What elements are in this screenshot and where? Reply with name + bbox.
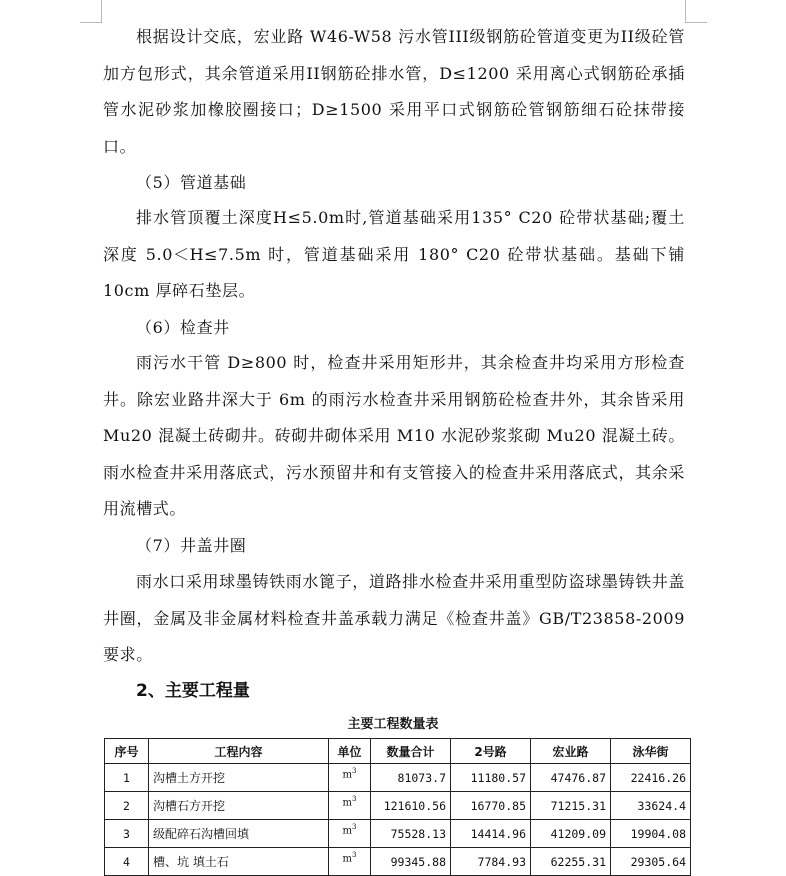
row-index: 2 — [105, 792, 149, 820]
row-item-name: 级配碎石沟槽回填 — [149, 820, 329, 848]
column-header: 宏业路 — [531, 739, 611, 764]
table-row — [105, 820, 691, 848]
row-total: 99345.88 — [371, 848, 451, 876]
row-total: 75528.13 — [371, 820, 451, 848]
row-index: 4 — [105, 848, 149, 876]
table-row — [105, 764, 691, 792]
table-row — [105, 792, 691, 820]
row-hongye: 71215.31 — [531, 792, 611, 820]
table-title: 主要工程数量表 — [347, 717, 439, 732]
paragraph-inspection-well: 雨污水干管 D≥800 时，检查井采用矩形井，其余检查井均采用方形检查井。除宏业路井深大于 6m 的雨污水检查井采用钢筋砼检查井外，其余皆采用 Mu20 混凝土砖砌井。砖砌井砌体采用 M10 水泥砂浆浆砌 Mu20 混凝土砖。雨水检查井采用落底式，污水预留井和有支管接入的检查井采用落底式，其余采用流槽式。 — [103, 353, 685, 518]
row-yonghua: 22416.26 — [611, 764, 691, 792]
crop-mark-top-left — [101, 0, 102, 22]
row-unit: $m^3$ — [329, 764, 371, 792]
row-road2: 7784.93 — [451, 848, 531, 876]
row-total: 81073.7 — [371, 764, 451, 792]
column-header: 序号 — [105, 739, 149, 764]
row-item-name: 槽、坑 填土石 — [149, 848, 329, 876]
crop-mark-top-right — [685, 22, 707, 23]
row-road2: 14414.96 — [451, 820, 531, 848]
crop-mark-top-left — [80, 22, 102, 23]
table-header-row — [105, 739, 691, 764]
row-total: 121610.56 — [371, 792, 451, 820]
crop-mark-top-right — [685, 0, 686, 22]
row-unit: $m^3$ — [329, 792, 371, 820]
row-unit: $m^3$ — [329, 820, 371, 848]
section-heading-main-quantities: 2、主要工程量 — [136, 681, 250, 701]
row-hongye: 41209.09 — [531, 820, 611, 848]
row-index: 3 — [105, 820, 149, 848]
row-item-name: 沟槽石方开挖 — [149, 792, 329, 820]
heading-pipe-foundation: （5）管道基础 — [136, 173, 247, 192]
heading-well-cover: （7）井盖井圈 — [136, 536, 247, 555]
row-yonghua: 33624.4 — [611, 792, 691, 820]
row-item-name: 沟槽土方开挖 — [149, 764, 329, 792]
paragraph-pipe-material: 根据设计交底，宏业路 W46-W58 污水管III级钢筋砼管道变更为II级砼管加方包形式，其余管道采用II钢筋砼排水管，D≤1200 采用离心式钢筋砼承插管水泥砂浆加橡胶圈接口；D≥1500 采用平口式钢筋砼管钢筋细石砼抹带接口。 — [103, 27, 685, 156]
row-road2: 11180.57 — [451, 764, 531, 792]
row-index: 1 — [105, 764, 149, 792]
column-header: 2号路 — [451, 739, 531, 764]
column-header: 工程内容 — [149, 739, 329, 764]
column-header: 单位 — [329, 739, 371, 764]
row-yonghua: 19904.08 — [611, 820, 691, 848]
row-hongye: 47476.87 — [531, 764, 611, 792]
row-road2: 16770.85 — [451, 792, 531, 820]
row-hongye: 62255.31 — [531, 848, 611, 876]
column-header: 泳华街 — [611, 739, 691, 764]
column-header: 数量合计 — [371, 739, 451, 764]
quantity-table — [104, 738, 691, 876]
table-row — [105, 848, 691, 876]
row-yonghua: 29305.64 — [611, 848, 691, 876]
paragraph-pipe-foundation: 排水管顶覆土深度H≤5.0m时,管道基础采用135° C20 砼带状基础;覆土深度 5.0＜H≤7.5m 时，管道基础采用 180° C20 砼带状基础。基础下铺 10cm 厚碎石垫层。 — [103, 208, 685, 300]
paragraph-well-cover: 雨水口采用球墨铸铁雨水篦子，道路排水检查井采用重型防盗球墨铸铁井盖井圈，金属及非金属材料检查井盖承载力满足《检查井盖》GB/T23858-2009 要求。 — [103, 572, 685, 664]
row-unit: $m^3$ — [329, 848, 371, 876]
heading-inspection-well: （6）检查井 — [136, 318, 230, 337]
